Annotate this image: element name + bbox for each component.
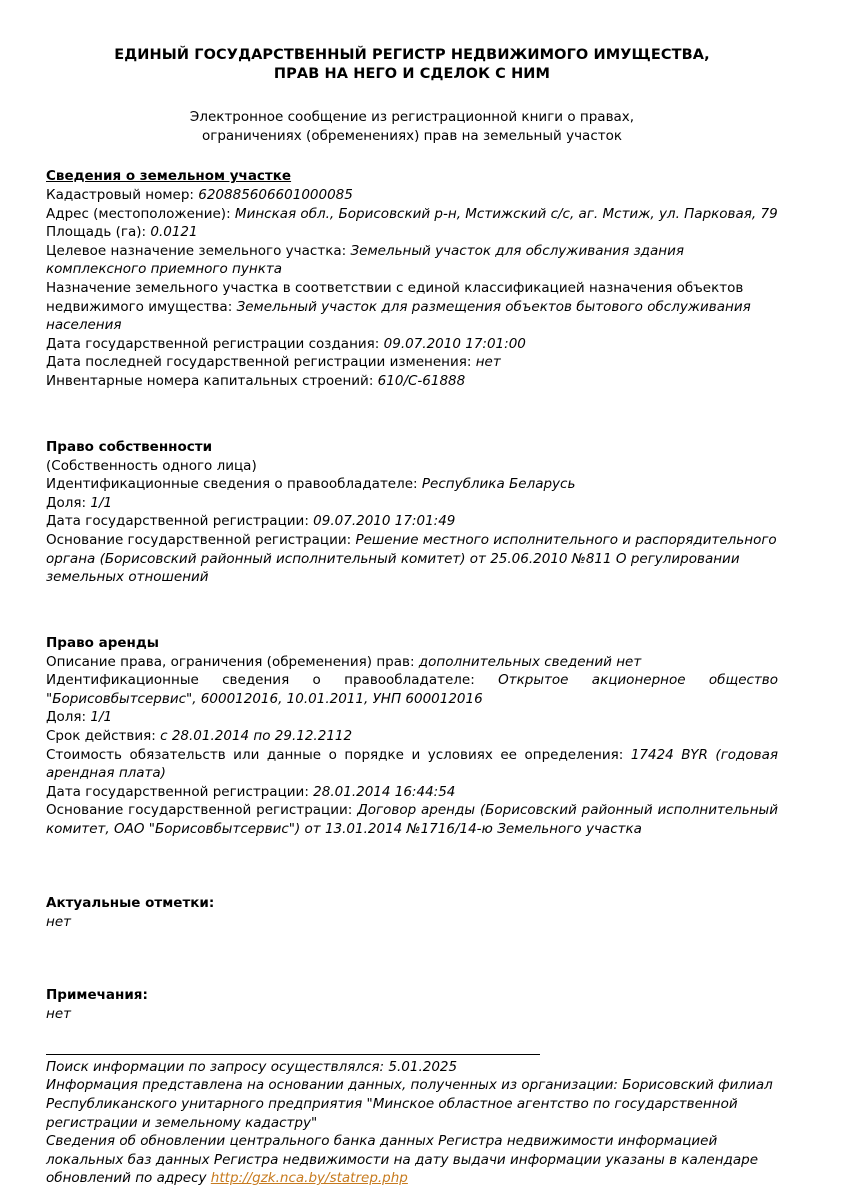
lease-regdate-label: Дата государственной регистрации: [46,783,309,800]
lease-basis-row [46,801,778,838]
subtitle-line1: Электронное сообщение из регистрационной книги о правах, [189,109,635,125]
footer-update-text: Сведения об обновлении центрального банка данных Регистра недвижимости информацией локальных баз данных Регистра недвижимости на дату выдачи информации указаны в календаре обновлений по адресу [46,1133,759,1187]
parcel-inventory-label: Инвентарные номера капитальных строений: [46,372,374,389]
spacer-2 [46,587,778,613]
notes-value: нет [46,1006,71,1023]
parcel-created-label: Дата государственной регистрации создания: [46,335,380,352]
spacer-4 [46,931,778,965]
lease-regdate-row [46,783,778,802]
lease-share-value: 1/1 [90,709,113,726]
spacer-3 [46,839,778,873]
lease-basis-value: Договор аренды (Борисовский районный исполнительный комитет, ОАО "Борисовбытсервис") от 13.01.2014 №1716/14-ю Земельного участка [46,802,778,838]
parcel-section [46,168,778,391]
parcel-address-label: Адрес (местоположение): [46,205,231,222]
lease-holder-value: Открытое акционерное общество "Борисовбытсервис", 600012016, 10.01.2011, УНП 600012016 [46,672,778,707]
parcel-purpose-row [46,242,778,279]
parcel-classification-label: Назначение земельного участка в соответствии с единой классификацией назначения объектов недвижимого имущества: [46,279,744,315]
header-title-line2: ПРАВ НА НЕГО И СДЕЛОК С НИМ [273,66,551,82]
lease-cost-value: 17424 BYR (годовая арендная плата) [46,746,778,782]
lease-description-label: Описание права, ограничения (обременения) прав: [46,653,415,670]
ownership-holder-row [46,475,778,494]
lease-term-row [46,727,778,746]
ownership-subtitle: (Собственность одного лица) [46,457,257,474]
ownership-share-row [46,494,778,513]
document-subtitle [46,108,778,146]
header-title-line1: ЕДИНЫЙ ГОСУДАРСТВЕННЫЙ РЕГИСТР НЕДВИЖИМОГО ИМУЩЕСТВА, [114,47,710,63]
parcel-section-title: Сведения о земельном участке [46,168,292,184]
footer-source-line: Информация представлена на основании данных, полученных из организации: Борисовский филиал Республиканского унитарного предприятия "Минское областное агентство по государственной регистрации и земельному кадастру" [46,1077,773,1131]
lease-basis-label: Основание государственной регистрации: [46,802,353,819]
ownership-regdate-row [46,512,778,531]
lease-section-title: Право аренды [46,634,159,651]
lease-share-label: Доля: [46,709,87,726]
parcel-changed-value: нет [475,354,501,371]
parcel-created-value: 09.07.2010 17:01:00 [383,335,526,352]
ownership-section [46,439,778,587]
lease-term-value: с 28.01.2014 по 29.12.2112 [160,728,353,745]
parcel-area-row [46,223,778,242]
footer-search-line: Поиск информации по запросу осуществлялся: 5.01.2025 [46,1058,458,1075]
parcel-inventory-value: 610/С-61888 [377,372,466,389]
marks-section [46,895,778,932]
lease-description-value: дополнительных сведений нет [418,653,642,670]
parcel-inventory-row [46,372,778,391]
ownership-section-title: Право собственности [46,438,213,455]
ownership-regdate-label: Дата государственной регистрации: [46,513,309,530]
parcel-classification-row [46,279,778,335]
parcel-cadastral-value: 620885606601000085 [198,187,353,203]
ownership-basis-label: Основание государственной регистрации: [46,531,352,548]
lease-cost-row [46,746,778,783]
lease-term-label: Срок действия: [46,728,156,745]
subtitle-line2: ограничениях (обременениях) прав на земельный участок [201,128,623,144]
ownership-basis-row [46,531,778,587]
marks-title: Актуальные отметки: [46,894,215,911]
lease-cost-label: Стоимость обязательств или данные о порядке и условиях ее определения: [46,746,624,763]
ownership-holder-value: Республика Беларусь [421,476,576,493]
parcel-purpose-value: Земельный участок для обслуживания здания комплексного приемного пункта [46,242,684,278]
marks-value: нет [46,913,71,930]
parcel-area-label: Площадь (га): [46,224,147,241]
parcel-changed-label: Дата последней государственной регистрации изменения: [46,354,472,371]
parcel-changed-row [46,353,778,372]
lease-share-row [46,708,778,727]
lease-holder-label: Идентификационные сведения о правообладателе: [46,672,475,689]
ownership-share-label: Доля: [46,494,87,511]
parcel-address-value: Минская обл., Борисовский р-н, Мстижский с/с, аг. Мстиж, ул. Парковая, 79 [234,205,778,222]
footer-divider [46,1054,540,1055]
parcel-cadastral-row [46,186,778,205]
lease-description-row [46,653,778,672]
ownership-holder-label: Идентификационные сведения о правообладателе: [46,476,418,493]
lease-holder-row [46,671,778,708]
document-footer [46,1054,778,1188]
notes-title: Примечания: [46,987,148,1004]
spacer-1 [46,391,778,417]
parcel-address-row [46,205,778,224]
footer-update-line [46,1132,778,1188]
ownership-regdate-value: 09.07.2010 17:01:49 [313,513,456,530]
document-header [46,46,778,84]
ownership-share-value: 1/1 [90,494,113,511]
parcel-purpose-label: Целевое назначение земельного участка: [46,242,347,259]
parcel-area-value: 0.0121 [150,224,198,241]
parcel-created-row [46,335,778,354]
parcel-classification-value: Земельный участок для размещения объектов бытового обслуживания населения [46,298,751,334]
lease-regdate-value: 28.01.2014 16:44:54 [313,783,456,800]
parcel-cadastral-label: Кадастровый номер: [46,187,194,203]
ownership-basis-value: Решение местного исполнительного и распорядительного органа (Борисовский районный исполнительный комитет) от 25.06.2010 №811 О регулировании земельных отношений [46,531,777,586]
statrep-link[interactable]: http://gzk.nca.by/statrep.php [210,1170,408,1187]
lease-section [46,635,778,839]
notes-section [46,987,778,1024]
